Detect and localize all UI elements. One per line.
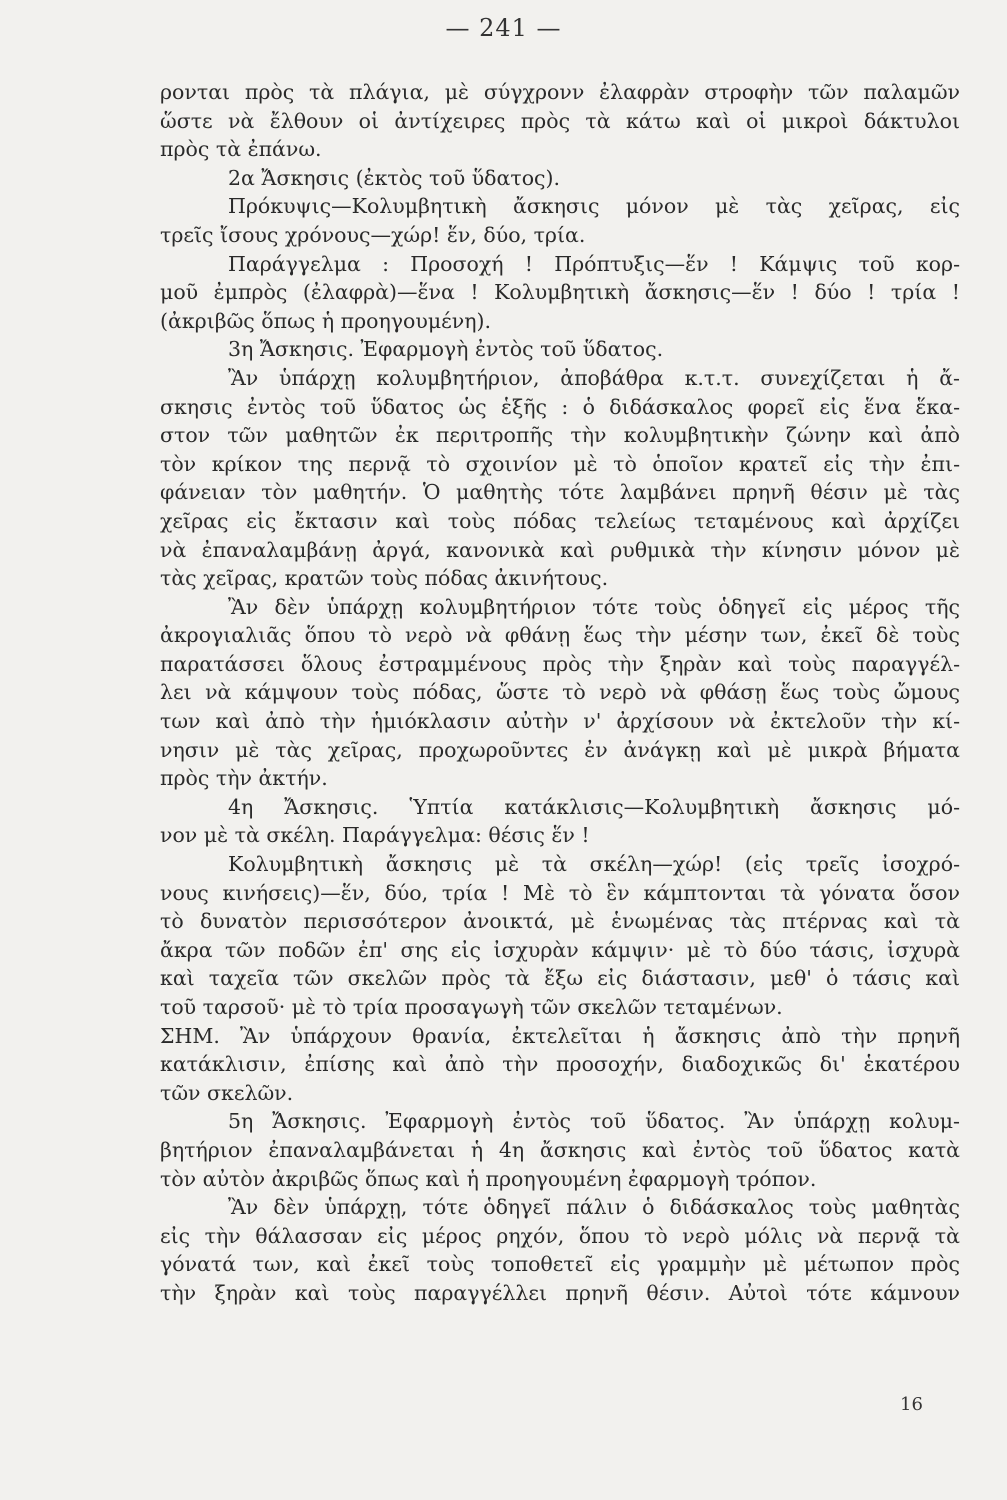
text-line: νον μὲ τὰ σκέλη. Παράγγελμα: θέσις ἕν ! (160, 823, 590, 848)
text-line: τὸ δυνατὸν περισσότερον ἀνοικτά, μὲ ἑνωμένας τὰς πτέρνας καὶ τὰ (160, 909, 960, 934)
text-line: ἄκρα τῶν ποδῶν ἐπ' σης εἰς ἰσχυρὰν κάμψιν· μὲ τὸ δύο τάσις, ἰσχυρὰ (160, 937, 960, 962)
text-line: νὰ ἐπαναλαμβάνῃ ἀργά, κανονικὰ καὶ ρυθμικὰ τὴν κίνησιν μόνον μὲ (160, 537, 960, 562)
printer-signature-mark: 16 (900, 1394, 923, 1415)
page-number: — 241 — (445, 14, 562, 42)
text-line: Ἂν ὑπάρχῃ κολυμβητήριον, ἀποβάθρα κ.τ.τ. συνεχίζεται ἡ ἄ- (228, 365, 960, 390)
text-line: πρὸς τὴν ἀκτήν. (160, 766, 328, 791)
text-line: ὥστε νὰ ἔλθουν οἱ ἀντίχειρες πρὸς τὰ κάτω καὶ οἱ μικροὶ δάκτυλοι (160, 108, 960, 133)
text-line: νησιν μὲ τὰς χεῖρας, προχωροῦντες ἐν ἀνάγκῃ καὶ μὲ μικρὰ βήματα (160, 737, 960, 762)
text-line: (ἀκριβῶς ὅπως ἡ προηγουμένη). (160, 308, 492, 333)
text-line: των καὶ ἀπὸ τὴν ἡμιόκλασιν αὐτὴν ν' ἀρχίσουν νὰ ἐκτελοῦν τὴν κί- (160, 709, 960, 734)
text-line: Ἂν δὲν ὑπάρχῃ, τότε ὁδηγεῖ πάλιν ὁ διδάσκαλος τοὺς μαθητὰς (228, 1195, 960, 1220)
exercise-heading: 3η Ἄσκησις. Ἐφαρμογὴ ἐντὸς τοῦ ὕδατος. (228, 337, 664, 362)
text-line: τὴν ξηρὰν καὶ τοὺς παραγγέλλει πρηνῆ θέσιν. Αὐτοὶ τότε κάμνουν (160, 1280, 960, 1305)
text-line: νους κινήσεις)—ἕν, δύο, τρία ! Μὲ τὸ ἓν κάμπτονται τὰ γόνατα ὅσον (160, 880, 960, 905)
text-line: λει νὰ κάμψουν τοὺς πόδας, ὥστε τὸ νερὸ νὰ φθάσῃ ἕως τοὺς ὤμους (160, 680, 960, 705)
text-line: χεῖρας εἰς ἔκτασιν καὶ τοὺς πόδας τελείως τεταμένους καὶ ἀρχίζει (160, 508, 960, 533)
text-line: τρεῖς ἴσους χρόνους—χώρ! ἕν, δύο, τρία. (160, 222, 586, 247)
text-line: ἀκρογιαλιᾶς ὅπου τὸ νερὸ νὰ φθάνῃ ἕως τὴν μέσην των, ἐκεῖ δὲ τοὺς (160, 623, 960, 648)
text-line: Κολυμβητικὴ ἄσκησις μὲ τὰ σκέλη—χώρ! (εἰς τρεῖς ἰσοχρό- (228, 852, 960, 877)
text-line: Ἂν δὲν ὑπάρχῃ κολυμβητήριον τότε τοὺς ὁδηγεῖ εἰς μέρος τῆς (228, 594, 960, 619)
body-text (160, 78, 960, 1308)
text-line: τὰς χεῖρας, κρατῶν τοὺς πόδας ἀκινήτους. (160, 566, 609, 591)
text-line: φάνειαν τὸν μαθητήν. Ὁ μαθητὴς τότε λαμβάνει πρηνῆ θέσιν μὲ τὰς (160, 480, 960, 505)
text-line: βητήριον ἐπαναλαμβάνεται ἡ 4η ἄσκησις καὶ ἐντὸς τοῦ ὕδατος κατὰ (160, 1137, 960, 1162)
text-line: γόνατά των, καὶ ἐκεῖ τοὺς τοποθετεῖ εἰς γραμμὴν μὲ μέτωπον πρὸς (160, 1252, 960, 1277)
exercise-heading: 5η Ἄσκησις. Ἐφαρμογὴ ἐντὸς τοῦ ὕδατος. Ἂν ὑπάρχῃ κολυμ- (228, 1109, 960, 1134)
text-line: τὸν αὐτὸν ἀκριβῶς ὅπως καὶ ἡ προηγουμένη ἐφαρμογὴ τρόπον. (160, 1166, 817, 1191)
text-line: Πρόκυψις—Κολυμβητικὴ ἄσκησις μόνον μὲ τὰς χεῖρας, εἰς (228, 194, 960, 219)
exercise-heading: 4η Ἄσκησις. Ὑπτία κατάκλισις—Κολυμβητικὴ ἄσκησις μό- (228, 794, 960, 819)
text-line: σκησις ἐντὸς τοῦ ὕδατος ὡς ἑξῆς : ὁ διδάσκαλος φορεῖ εἰς ἕνα ἕκα- (160, 394, 960, 419)
text-line: στον τῶν μαθητῶν ἐκ περιτροπῆς τὴν κολυμβητικὴν ζώνην καὶ ἀπὸ (160, 423, 960, 448)
note-line: κατάκλισιν, ἐπίσης καὶ ἀπὸ τὴν προσοχήν, διαδοχικῶς δι' ἑκατέρου (160, 1052, 960, 1077)
text-line: καὶ ταχεῖα τῶν σκελῶν πρὸς τὰ ἔξω εἰς διάστασιν, μεθ' ὁ τάσις καὶ (160, 966, 960, 991)
text-line: εἰς τὴν θάλασσαν εἰς μέρος ρηχόν, ὅπου τὸ νερὸ μόλις νὰ περνᾷ τὰ (160, 1223, 960, 1248)
note-line: ΣΗΜ. Ἂν ὑπάρχουν θρανία, ἐκτελεῖται ἡ ἄσκησις ἀπὸ τὴν πρηνῆ (160, 1023, 960, 1048)
text-line: παρατάσσει ὅλους ἐστραμμένους πρὸς τὴν ξηρὰν καὶ τοὺς παραγγέλ- (160, 651, 960, 676)
text-line: τὸν κρίκον της περνᾷ τὸ σχοινίον μὲ τὸ ὁποῖον κρατεῖ εἰς τὴν ἐπι- (160, 451, 960, 476)
text-line: ρονται πρὸς τὰ πλάγια, μὲ σύγχρονν ἐλαφρὰν στροφὴν τῶν παλαμῶν (160, 80, 960, 104)
text-line: μοῦ ἐμπρὸς (ἐλαφρὰ)—ἕνα ! Κολυμβητικὴ ἄσκησις—ἕν ! δύο ! τρία ! (160, 280, 960, 305)
text-line: πρὸς τὰ ἐπάνω. (160, 137, 322, 162)
text-line: Παράγγελμα : Προσοχή ! Πρόπτυξις—ἕν ! Κάμψις τοῦ κορ- (228, 251, 960, 276)
note-line: τῶν σκελῶν. (160, 1080, 294, 1105)
exercise-heading: 2α Ἄσκησις (ἐκτὸς τοῦ ὕδατος). (228, 165, 561, 190)
text-line: τοῦ ταρσοῦ· μὲ τὸ τρία προσαγωγὴ τῶν σκελῶν τεταμένων. (160, 995, 783, 1019)
